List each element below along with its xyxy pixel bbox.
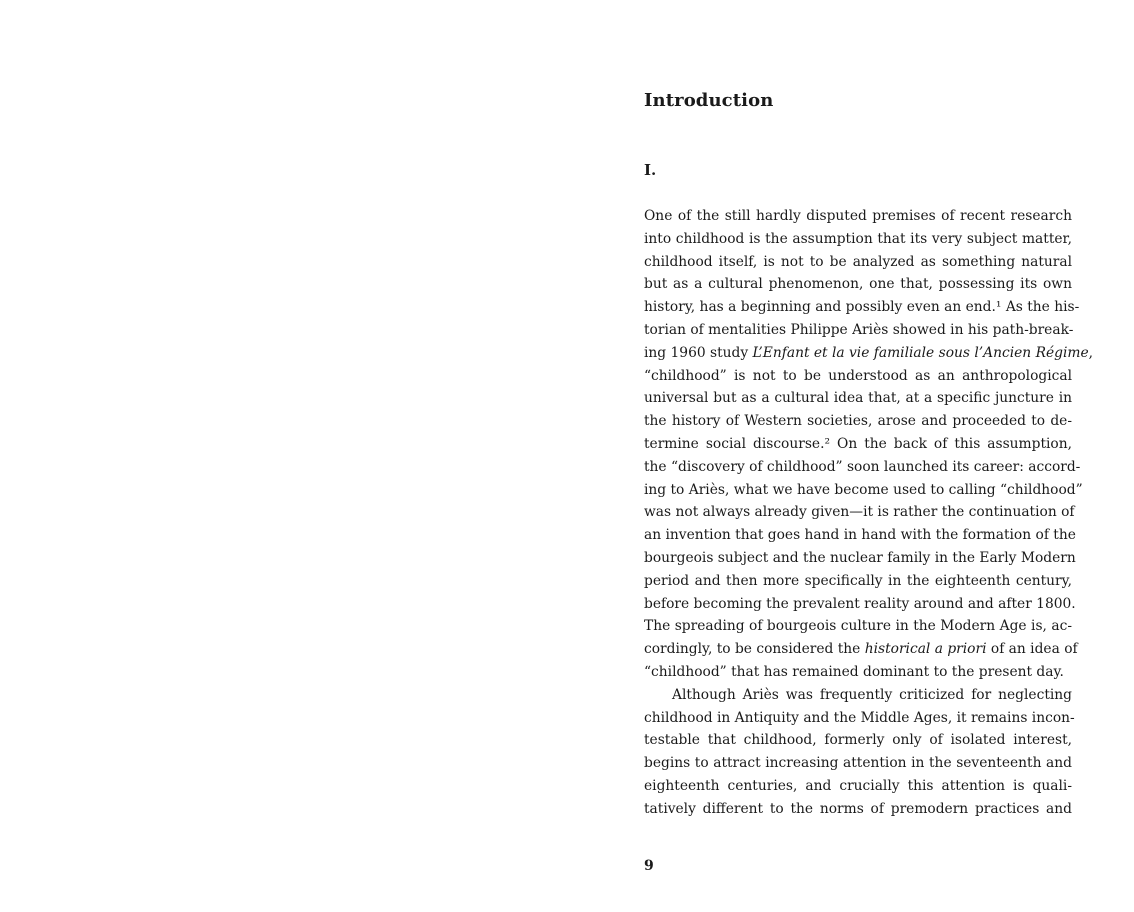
text-run: tatively different to the norms of premodern practices and bbox=[644, 800, 1072, 817]
text-run: bourgeois subject and the nuclear family in the Early Modern bbox=[644, 549, 1076, 566]
text-run: was not always already given—it is rather the continuation of bbox=[644, 504, 1075, 521]
text-line bbox=[644, 501, 1075, 524]
text-run: cordingly, to be considered the bbox=[644, 641, 865, 658]
body-text bbox=[644, 205, 1094, 821]
text-line bbox=[644, 479, 1083, 502]
text-run: , bbox=[1088, 344, 1094, 361]
text-run: childhood in Antiquity and the Middle Ages, it remains incon- bbox=[644, 709, 1075, 726]
text-run: “childhood” that has remained dominant to the present day. bbox=[644, 663, 1064, 680]
text-run: period and then more specifically in the eighteenth century, bbox=[644, 572, 1072, 589]
text-run: childhood itself, is not to be analyzed as something natural bbox=[644, 253, 1072, 270]
text-run: Although Ariès was frequently criticized for neglecting bbox=[672, 686, 1072, 703]
text-line bbox=[644, 661, 1072, 684]
text-run: testable that childhood, formerly only of isolated interest, bbox=[644, 732, 1072, 749]
text-line bbox=[644, 547, 1076, 570]
text-line bbox=[644, 684, 1072, 707]
text-line bbox=[644, 729, 1072, 752]
text-line bbox=[644, 319, 1072, 342]
italic-title: historical a priori bbox=[864, 641, 987, 658]
text-run: One of the still hardly disputed premises of recent research bbox=[644, 208, 1072, 224]
text-run: an invention that goes hand in hand with the formation of the bbox=[644, 527, 1076, 544]
text-run: universal but as a cultural idea that, at a specific juncture in bbox=[644, 390, 1072, 407]
text-line bbox=[644, 296, 1080, 319]
text-line bbox=[644, 273, 1072, 296]
text-line bbox=[644, 615, 1072, 638]
text-run: torian of mentalities Philippe Ariès showed in his path-break- bbox=[644, 321, 1074, 338]
text-line bbox=[644, 433, 1072, 456]
text-line bbox=[644, 593, 1076, 616]
text-run: the “discovery of childhood” soon launched its career: accord- bbox=[644, 458, 1081, 475]
text-line bbox=[644, 365, 1072, 388]
italic-title: L’Enfant et la vie familiale sous l’Ancien Régime bbox=[752, 344, 1089, 361]
text-line bbox=[644, 524, 1076, 547]
text-run: ing to Ariès, what we have become used to calling “childhood” bbox=[644, 481, 1083, 498]
text-line bbox=[644, 775, 1072, 798]
page-number: 9 bbox=[644, 858, 654, 874]
text-line bbox=[644, 251, 1072, 274]
text-run: the history of Western societies, arose and proceeded to de- bbox=[644, 413, 1072, 430]
text-run: before becoming the prevalent reality around and after 1800. bbox=[644, 595, 1076, 612]
text-line bbox=[644, 205, 1072, 228]
text-line bbox=[644, 228, 1072, 251]
text-line bbox=[644, 752, 1072, 775]
text-line bbox=[644, 456, 1081, 479]
section-number: I. bbox=[644, 161, 657, 179]
text-run: termine social discourse.² On the back of this assumption, bbox=[644, 435, 1072, 452]
text-run: The spreading of bourgeois culture in the Modern Age is, ac- bbox=[644, 618, 1072, 635]
text-line bbox=[644, 638, 1078, 661]
text-run: into childhood is the assumption that its very subject matter, bbox=[644, 230, 1072, 247]
text-line bbox=[644, 387, 1072, 410]
text-line bbox=[644, 798, 1072, 821]
right-page bbox=[567, 0, 1134, 912]
text-line bbox=[644, 570, 1072, 593]
text-run: of an idea of bbox=[986, 641, 1078, 658]
text-run: begins to attract increasing attention in the seventeenth and bbox=[644, 755, 1072, 772]
chapter-title: Introduction bbox=[644, 90, 774, 111]
text-run: but as a cultural phenomenon, one that, possessing its own bbox=[644, 276, 1072, 293]
text-run: ing 1960 study bbox=[644, 344, 753, 361]
text-line bbox=[644, 342, 1094, 365]
text-line bbox=[644, 707, 1075, 730]
text-line bbox=[644, 410, 1072, 433]
text-run: “childhood” is not to be understood as an anthropological bbox=[644, 367, 1072, 384]
text-run: eighteenth centuries, and crucially this attention is quali- bbox=[644, 777, 1072, 794]
text-run: history, has a beginning and possibly even an end.¹ As the his- bbox=[644, 299, 1080, 316]
